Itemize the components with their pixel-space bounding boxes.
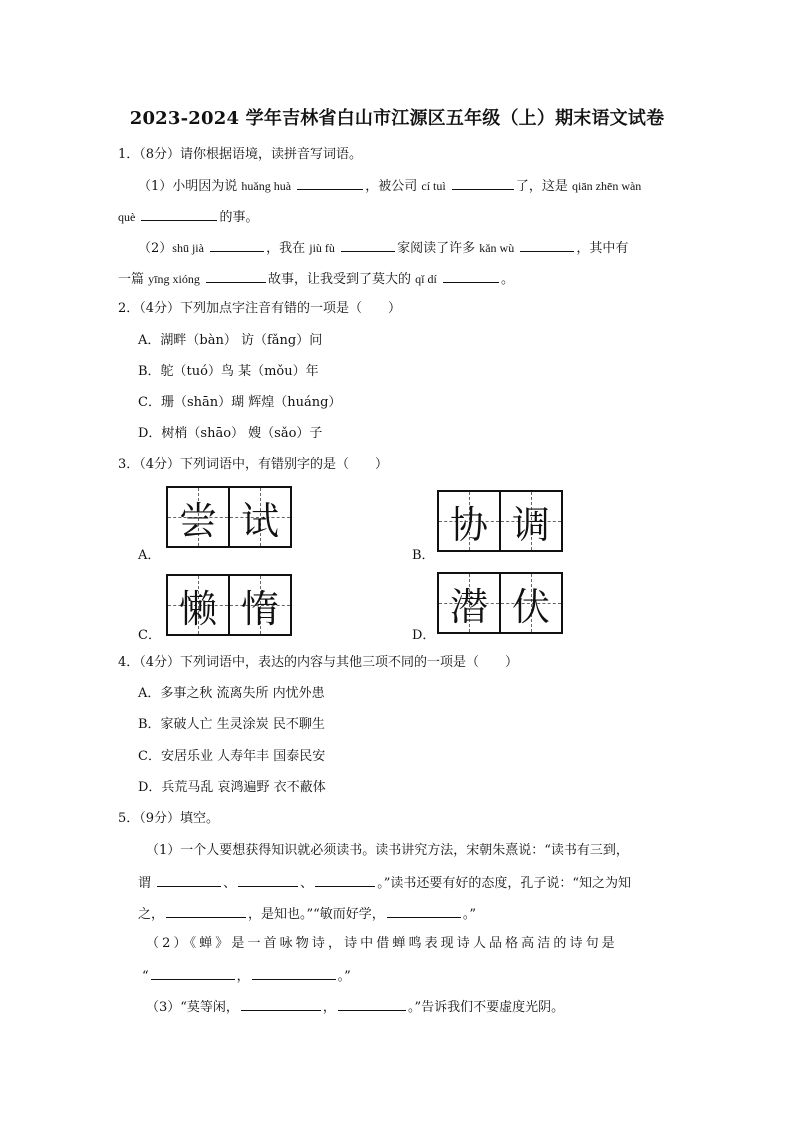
character: 试 bbox=[240, 498, 279, 543]
answer-blank[interactable] bbox=[452, 176, 514, 190]
q3-option-b-grid[interactable] bbox=[437, 490, 563, 552]
answer-blank[interactable] bbox=[166, 904, 246, 918]
q1-text: ，其中有 bbox=[576, 241, 629, 256]
q3-option-b-label[interactable]: B． bbox=[412, 548, 435, 563]
q1-text: 故事，让我受到了莫大的 bbox=[267, 272, 411, 287]
tian-cell bbox=[230, 576, 290, 634]
q5-part2-line1: （2）《蝉》是一首咏物诗，诗中借蝉鸣表现诗人品格高洁的诗句是 bbox=[146, 936, 618, 951]
q1-line3 bbox=[138, 238, 628, 258]
answer-blank[interactable] bbox=[338, 997, 406, 1011]
tian-cell bbox=[501, 492, 561, 550]
q5-text: 。”告诉我们不要虚度光阴。 bbox=[407, 1000, 565, 1015]
q2-option-a[interactable]: A．湖畔（bàn） 访（fǎng）问 bbox=[138, 333, 323, 348]
q4-option-b[interactable]: B．家破人亡 生灵涂炭 民不聊生 bbox=[138, 717, 325, 732]
q5-text: ，是知也。”“敏而好学， bbox=[248, 907, 385, 922]
tian-cell bbox=[439, 492, 501, 550]
q1-line2 bbox=[118, 207, 258, 227]
answer-blank[interactable] bbox=[157, 873, 221, 887]
answer-blank[interactable] bbox=[443, 269, 499, 283]
q1-line1 bbox=[138, 176, 641, 196]
q5-text: 之， bbox=[138, 907, 165, 922]
q5-text: （3）“莫等闲， bbox=[146, 1000, 239, 1015]
q5-text: ， bbox=[236, 969, 250, 984]
character: 潜 bbox=[449, 584, 488, 629]
q3-option-c-label[interactable]: C． bbox=[138, 628, 161, 643]
q4-option-c[interactable]: C．安居乐业 人寿年丰 国泰民安 bbox=[138, 749, 326, 764]
q2-option-d[interactable]: D．树梢（shāo） 嫂（sǎo）子 bbox=[138, 426, 323, 441]
tian-cell bbox=[230, 488, 290, 546]
character: 协 bbox=[449, 502, 488, 547]
character: 伏 bbox=[511, 584, 550, 629]
q3-heading: 3．（4分）下列词语中，有错别字的是（ ） bbox=[118, 457, 389, 472]
pinyin: kǎn wù bbox=[479, 241, 515, 255]
character: 尝 bbox=[178, 498, 217, 543]
character: 调 bbox=[511, 502, 550, 547]
answer-blank[interactable] bbox=[315, 873, 375, 887]
q1-text: ，被公司 bbox=[365, 179, 418, 194]
answer-blank[interactable] bbox=[238, 873, 298, 887]
q1-text: 了，这是 bbox=[515, 179, 568, 194]
answer-blank[interactable] bbox=[241, 997, 321, 1011]
q3-option-d-grid[interactable] bbox=[437, 572, 563, 634]
q1-text: 的事。 bbox=[219, 210, 259, 225]
q3-option-a-grid[interactable] bbox=[166, 486, 292, 548]
answer-blank[interactable] bbox=[520, 238, 574, 252]
q5-text: 谓 bbox=[138, 876, 152, 891]
q5-text: 。” bbox=[337, 969, 351, 984]
q5-text: “ bbox=[142, 969, 149, 984]
exam-title: 2023-2024 学年吉林省白山市江源区五年级（上）期末语文试卷 bbox=[129, 108, 665, 129]
q1-heading: 1．（8分）请你根据语境，读拼音写词语。 bbox=[118, 147, 363, 162]
q3-option-c-grid[interactable] bbox=[166, 574, 292, 636]
q1-text: ，我在 bbox=[266, 241, 306, 256]
q2-option-b[interactable]: B．鸵（tuó）鸟 某（mǒu）年 bbox=[138, 364, 319, 379]
tian-cell bbox=[168, 576, 230, 634]
q2-option-c[interactable]: C．珊（shān）瑚 辉煌（huáng） bbox=[138, 395, 342, 410]
pinyin: shū jià bbox=[172, 241, 204, 255]
q1-text: （1）小明因为说 bbox=[138, 179, 238, 194]
q5-text: 、 bbox=[223, 876, 237, 891]
pinyin: huǎng huà bbox=[241, 179, 292, 193]
answer-blank[interactable] bbox=[141, 207, 217, 221]
q4-option-a[interactable]: A．多事之秋 流离失所 内忧外患 bbox=[138, 686, 325, 701]
answer-blank[interactable] bbox=[297, 176, 363, 190]
tian-cell bbox=[168, 488, 230, 546]
q1-text: 。 bbox=[500, 272, 514, 287]
tian-cell bbox=[439, 574, 501, 632]
q5-text: 。” bbox=[462, 907, 476, 922]
pinyin: qiān zhēn wàn bbox=[572, 179, 642, 193]
q1-text: （2） bbox=[138, 241, 173, 256]
answer-blank[interactable] bbox=[151, 966, 235, 980]
answer-blank[interactable] bbox=[210, 238, 264, 252]
q5-text: ， bbox=[322, 1000, 336, 1015]
q5-text: 。”读书还要有好的态度，孔子说：“知之为知 bbox=[377, 876, 631, 891]
q5-heading: 5．（9分）填空。 bbox=[118, 811, 220, 826]
q3-option-a-label[interactable]: A． bbox=[138, 548, 161, 563]
character: 懒 bbox=[178, 586, 217, 631]
pinyin: yīng xióng bbox=[148, 272, 200, 286]
answer-blank[interactable] bbox=[252, 966, 336, 980]
q5-part3 bbox=[146, 997, 564, 1017]
q1-line4 bbox=[118, 269, 514, 289]
pinyin: cí tuì bbox=[421, 179, 446, 193]
q5-part1-line3 bbox=[138, 904, 476, 924]
pinyin: què bbox=[118, 210, 136, 224]
q5-part1-line1: （1）一个人要想获得知识就必须读书。读书讲究方法，宋朝朱熹说：“读书有三到， bbox=[146, 843, 629, 858]
q1-text: 一篇 bbox=[118, 272, 145, 287]
q4-option-d[interactable]: D．兵荒马乱 哀鸿遍野 衣不蔽体 bbox=[138, 780, 326, 795]
q5-text: 、 bbox=[300, 876, 314, 891]
q5-part2-line2 bbox=[142, 966, 351, 986]
answer-blank[interactable] bbox=[387, 904, 461, 918]
q4-heading: 4．（4分）下列词语中，表达的内容与其他三项不同的一项是（ ） bbox=[118, 655, 519, 670]
pinyin: jiù fù bbox=[309, 241, 335, 255]
q5-part1-line2 bbox=[138, 873, 631, 893]
q3-option-d-label[interactable]: D． bbox=[412, 628, 436, 643]
q1-text: 家阅读了许多 bbox=[397, 241, 476, 256]
answer-blank[interactable] bbox=[206, 269, 266, 283]
character: 惰 bbox=[240, 586, 279, 631]
q2-heading: 2．（4分）下列加点字注音有错的一项是（ ） bbox=[118, 301, 402, 316]
tian-cell bbox=[501, 574, 561, 632]
answer-blank[interactable] bbox=[341, 238, 395, 252]
pinyin: qǐ dí bbox=[415, 272, 437, 286]
